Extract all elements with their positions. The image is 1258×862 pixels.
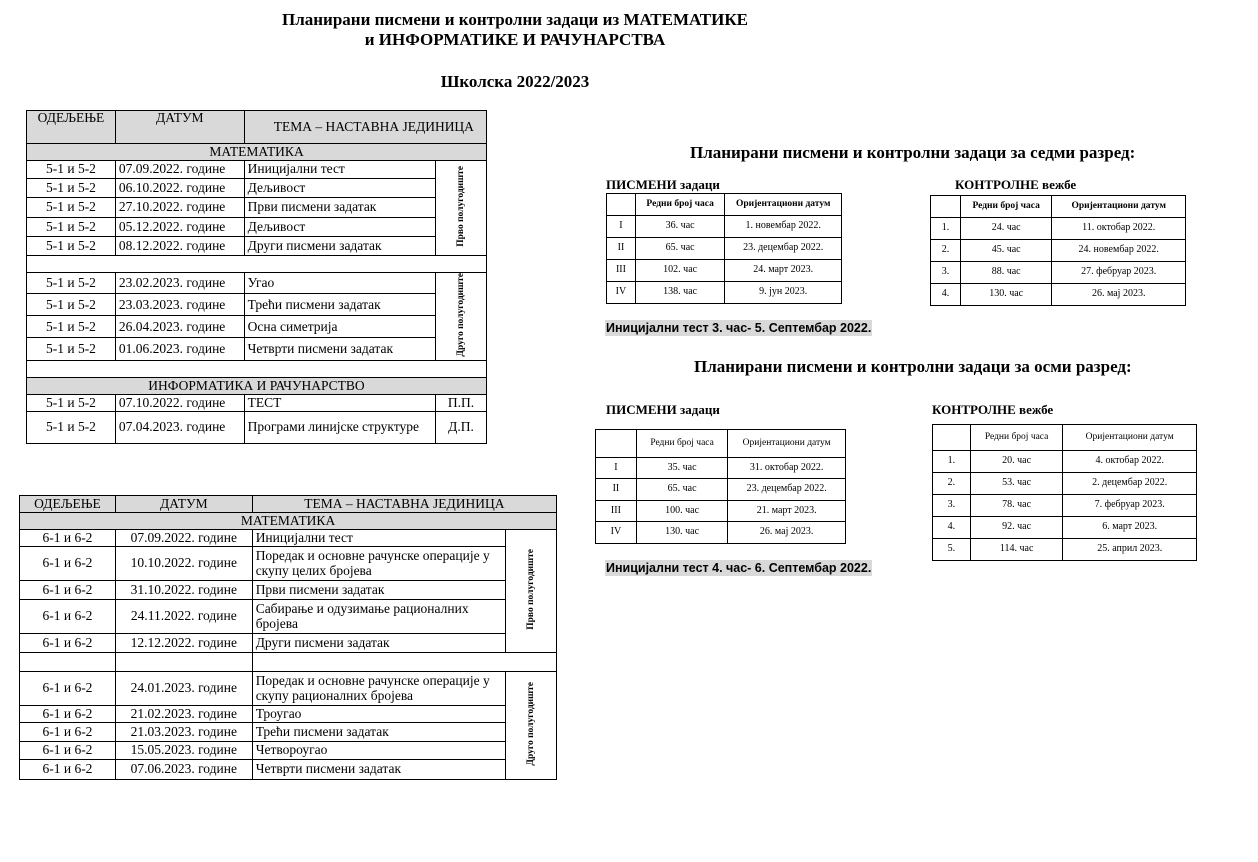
- date-cell: 7. фебруар 2023.: [1063, 495, 1197, 517]
- class-cell: 6-1 и 6-2: [20, 723, 116, 742]
- date-cell: 23. децембар 2022.: [725, 238, 842, 260]
- num-cell: 5.: [933, 539, 971, 561]
- table-row: [931, 284, 1186, 306]
- table-row: [607, 216, 842, 238]
- term-cell: Д.П.: [436, 411, 487, 443]
- num-cell: IV: [596, 522, 637, 544]
- table-row: [931, 218, 1186, 240]
- topic-cell: Четврти писмени задатак: [252, 760, 505, 780]
- topic-cell: Трећи писмени задатак: [244, 294, 435, 316]
- col-date: Оријентациони датум: [1063, 425, 1197, 451]
- date-cell: 07.06.2023. године: [115, 760, 252, 780]
- term-label: [436, 161, 487, 256]
- date-cell: 06.10.2022. године: [115, 179, 244, 198]
- class-cell: 6-1 и 6-2: [20, 600, 116, 634]
- table-row: [20, 634, 557, 653]
- table-row: [27, 179, 487, 198]
- class-cell: 6-1 и 6-2: [20, 547, 116, 581]
- topic-cell: Први писмени задатак: [244, 198, 435, 218]
- table-row: [933, 539, 1197, 561]
- topic-cell: ТЕСТ: [244, 394, 435, 411]
- date-cell: 9. јун 2023.: [725, 282, 842, 304]
- num-cell: 3.: [933, 495, 971, 517]
- col-date: Оријентациони датум: [725, 194, 842, 216]
- table-row: [20, 600, 557, 634]
- num-cell: II: [596, 479, 637, 501]
- term-label: [506, 672, 557, 780]
- table-row: [20, 672, 557, 706]
- date-cell: 11. октобар 2022.: [1052, 218, 1186, 240]
- date-cell: 26. мај 2023.: [1052, 284, 1186, 306]
- date-cell: 12.12.2022. године: [115, 634, 252, 653]
- date-cell: 24. март 2023.: [725, 260, 842, 282]
- class-cell: 5-1 и 5-2: [27, 294, 116, 316]
- section-math: МАТЕМАТИКА: [27, 144, 487, 161]
- grade7-written-table: [606, 193, 842, 304]
- hour-cell: 130. час: [636, 522, 728, 544]
- date-cell: 25. април 2023.: [1063, 539, 1197, 561]
- table-row: [933, 451, 1197, 473]
- term1-label: Прво полугодиште: [525, 549, 536, 630]
- num-cell: 3.: [931, 262, 961, 284]
- class-cell: 6-1 и 6-2: [20, 706, 116, 723]
- class-cell: 6-1 и 6-2: [20, 672, 116, 706]
- class-cell: 5-1 и 5-2: [27, 394, 116, 411]
- date-cell: 24. новембар 2022.: [1052, 240, 1186, 262]
- date-cell: 4. октобар 2022.: [1063, 451, 1197, 473]
- num-cell: I: [607, 216, 636, 238]
- num-cell: 2.: [933, 473, 971, 495]
- hour-cell: 130. час: [960, 284, 1052, 306]
- class-cell: 6-1 и 6-2: [20, 581, 116, 600]
- table-row: [27, 198, 487, 218]
- num-cell: 2.: [931, 240, 961, 262]
- table-row: [596, 458, 846, 479]
- table-row: [20, 760, 557, 780]
- topic-cell: Четврти писмени задатак: [244, 338, 435, 360]
- section-math: МАТЕМАТИКА: [20, 513, 557, 530]
- date-cell: 10.10.2022. године: [115, 547, 252, 581]
- hour-cell: 88. час: [960, 262, 1052, 284]
- term-label: [506, 530, 557, 653]
- hour-cell: 36. час: [635, 216, 724, 238]
- col-date: Оријентациони датум: [1052, 196, 1186, 218]
- date-cell: 05.12.2022. године: [115, 218, 244, 237]
- date-cell: 26.04.2023. године: [115, 316, 244, 338]
- spacer-row: [27, 256, 487, 273]
- table-row: [27, 273, 487, 294]
- topic-cell: Други писмени задатак: [252, 634, 505, 653]
- date-cell: 27. фебруар 2023.: [1052, 262, 1186, 284]
- table-row: [933, 473, 1197, 495]
- date-cell: 07.04.2023. године: [115, 411, 244, 443]
- class-cell: 5-1 и 5-2: [27, 237, 116, 256]
- class-cell: 6-1 и 6-2: [20, 634, 116, 653]
- col-header-topic: ТЕМА – НАСТАВНА ЈЕДИНИЦА: [252, 496, 556, 513]
- table-row: [20, 530, 557, 547]
- topic-cell: Троугао: [252, 706, 505, 723]
- col-date: Оријентациони датум: [728, 430, 846, 458]
- table-row: [27, 411, 487, 443]
- topic-cell: Поредак и основне рачунске операције у скупу целих бројева: [252, 547, 505, 581]
- topic-cell: Други писмени задатак: [244, 237, 435, 256]
- table-row: [27, 218, 487, 237]
- class-cell: 5-1 и 5-2: [27, 218, 116, 237]
- class-cell: 6-1 и 6-2: [20, 760, 116, 780]
- class-cell: 5-1 и 5-2: [27, 198, 116, 218]
- hour-cell: 53. час: [970, 473, 1063, 495]
- term2-label: Друго полугодиште: [455, 273, 466, 357]
- col-hour: Редни број часа: [970, 425, 1063, 451]
- grade8-initial-test-note: Иницијални тест 4. час- 6. Септембар 2022.: [606, 561, 872, 575]
- class-cell: 6-1 и 6-2: [20, 742, 116, 760]
- class-cell: 5-1 и 5-2: [27, 411, 116, 443]
- date-cell: 07.09.2022. године: [115, 161, 244, 179]
- date-cell: 15.05.2023. године: [115, 742, 252, 760]
- grade7-control-table: [930, 195, 1186, 306]
- date-cell: 21. март 2023.: [728, 501, 846, 522]
- spacer-row: [20, 653, 557, 672]
- num-cell: 4.: [933, 517, 971, 539]
- num-cell: IV: [607, 282, 636, 304]
- term2-label: Друго полугодиште: [525, 682, 536, 766]
- num-cell: I: [596, 458, 637, 479]
- section-it: ИНФОРМАТИКА И РАЧУНАРСТВО: [27, 377, 487, 394]
- date-cell: 1. новембар 2022.: [725, 216, 842, 238]
- spacer-row: [27, 360, 487, 377]
- grade5-schedule-table: [26, 110, 487, 444]
- col-hour: Редни број часа: [636, 430, 728, 458]
- date-cell: 07.09.2022. године: [115, 530, 252, 547]
- date-cell: 23.03.2023. године: [115, 294, 244, 316]
- table-row: [27, 394, 487, 411]
- col-hour: Редни број часа: [960, 196, 1052, 218]
- col-header-class: ОДЕЉЕЊЕ: [20, 496, 116, 513]
- num-cell: III: [596, 501, 637, 522]
- topic-cell: Дељивост: [244, 179, 435, 198]
- table-row: [27, 237, 487, 256]
- date-cell: 01.06.2023. године: [115, 338, 244, 360]
- topic-cell: Трећи писмени задатак: [252, 723, 505, 742]
- date-cell: 2. децембар 2022.: [1063, 473, 1197, 495]
- date-cell: 26. мај 2023.: [728, 522, 846, 544]
- table-header-row: [20, 496, 557, 513]
- col-header-topic: ТЕМА – НАСТАВНА ЈЕДИНИЦА: [244, 111, 486, 144]
- table-row: [27, 338, 487, 360]
- table-row: [596, 501, 846, 522]
- class-cell: 5-1 и 5-2: [27, 161, 116, 179]
- title-line-2: и ИНФОРМАТИКЕ И РАЧУНАРСТВА: [364, 30, 666, 49]
- num-cell: 4.: [931, 284, 961, 306]
- num-cell: 1.: [933, 451, 971, 473]
- table-row: [20, 706, 557, 723]
- table-header-row: [27, 111, 487, 144]
- hour-cell: 65. час: [636, 479, 728, 501]
- class-cell: 6-1 и 6-2: [20, 530, 116, 547]
- topic-cell: Дељивост: [244, 218, 435, 237]
- table-row: [607, 238, 842, 260]
- col-header-date: ДАТУМ: [115, 111, 244, 144]
- date-cell: 31.10.2022. године: [115, 581, 252, 600]
- table-row: [931, 262, 1186, 284]
- grade7-initial-test-note: Иницијални тест 3. час- 5. Септембар 2022.: [606, 321, 872, 335]
- hour-cell: 20. час: [970, 451, 1063, 473]
- date-cell: 24.01.2023. године: [115, 672, 252, 706]
- num-cell: III: [607, 260, 636, 282]
- table-row: [933, 517, 1197, 539]
- date-cell: 08.12.2022. године: [115, 237, 244, 256]
- topic-cell: Угао: [244, 273, 435, 294]
- date-cell: 24.11.2022. године: [115, 600, 252, 634]
- date-cell: 27.10.2022. године: [115, 198, 244, 218]
- grade8-heading: Планирани писмени и контролни задаци за осми разред:: [694, 357, 1132, 376]
- hour-cell: 78. час: [970, 495, 1063, 517]
- school-year: Школска 2022/2023: [440, 72, 590, 91]
- topic-cell: Четвороугао: [252, 742, 505, 760]
- topic-cell: Програми линијске структуре: [244, 411, 435, 443]
- page-title: [220, 10, 810, 50]
- num-cell: II: [607, 238, 636, 260]
- table-row: [596, 479, 846, 501]
- class-cell: 5-1 и 5-2: [27, 316, 116, 338]
- class-cell: 5-1 и 5-2: [27, 273, 116, 294]
- table-row: [20, 723, 557, 742]
- table-row: [20, 581, 557, 600]
- topic-cell: Сабирање и одузимање рационалних бројева: [252, 600, 505, 634]
- topic-cell: Иницијални тест: [244, 161, 435, 179]
- hour-cell: 138. час: [635, 282, 724, 304]
- grade7-written-label: ПИСМЕНИ задаци: [606, 177, 720, 192]
- date-cell: 23. децембар 2022.: [728, 479, 846, 501]
- table-row: [20, 742, 557, 760]
- term-label: [436, 273, 487, 361]
- topic-cell: Осна симетрија: [244, 316, 435, 338]
- hour-cell: 35. час: [636, 458, 728, 479]
- date-cell: 21.03.2023. године: [115, 723, 252, 742]
- table-row: [596, 522, 846, 544]
- topic-cell: Први писмени задатак: [252, 581, 505, 600]
- date-cell: 07.10.2022. године: [115, 394, 244, 411]
- grade7-heading: Планирани писмени и контролни задаци за седми разред:: [690, 143, 1136, 162]
- grade8-control-table: [932, 424, 1197, 561]
- grade8-control-label: КОНТРОЛНЕ вежбе: [932, 402, 1054, 417]
- table-row: [27, 294, 487, 316]
- table-row: [933, 495, 1197, 517]
- hour-cell: 102. час: [635, 260, 724, 282]
- grade6-schedule-table: [19, 495, 557, 780]
- table-row: [607, 282, 842, 304]
- hour-cell: 114. час: [970, 539, 1063, 561]
- term1-label: Прво полугодиште: [455, 166, 466, 247]
- title-line-1: Планирани писмени и контролни задаци из МАТЕМАТИКЕ: [281, 10, 749, 29]
- term-cell: П.П.: [436, 394, 487, 411]
- topic-cell: Иницијални тест: [252, 530, 505, 547]
- hour-cell: 65. час: [635, 238, 724, 260]
- date-cell: 31. октобар 2022.: [728, 458, 846, 479]
- col-header-date: ДАТУМ: [115, 496, 252, 513]
- date-cell: 21.02.2023. године: [115, 706, 252, 723]
- hour-cell: 24. час: [960, 218, 1052, 240]
- col-header-class: ОДЕЉЕЊЕ: [27, 111, 116, 144]
- hour-cell: 92. час: [970, 517, 1063, 539]
- num-cell: 1.: [931, 218, 961, 240]
- grade8-written-table: [595, 429, 846, 544]
- table-row: [27, 161, 487, 179]
- class-cell: 5-1 и 5-2: [27, 179, 116, 198]
- table-row: [27, 316, 487, 338]
- hour-cell: 100. час: [636, 501, 728, 522]
- table-row: [607, 260, 842, 282]
- topic-cell: Поредак и основне рачунске операције у скупу рационалних бројева: [252, 672, 505, 706]
- date-cell: 23.02.2023. године: [115, 273, 244, 294]
- grade7-control-label: КОНТРОЛНЕ вежбе: [955, 177, 1077, 192]
- hour-cell: 45. час: [960, 240, 1052, 262]
- table-row: [931, 240, 1186, 262]
- date-cell: 6. март 2023.: [1063, 517, 1197, 539]
- table-row: [20, 547, 557, 581]
- col-hour: Редни број часа: [635, 194, 724, 216]
- class-cell: 5-1 и 5-2: [27, 338, 116, 360]
- grade8-written-label: ПИСМЕНИ задаци: [606, 402, 720, 417]
